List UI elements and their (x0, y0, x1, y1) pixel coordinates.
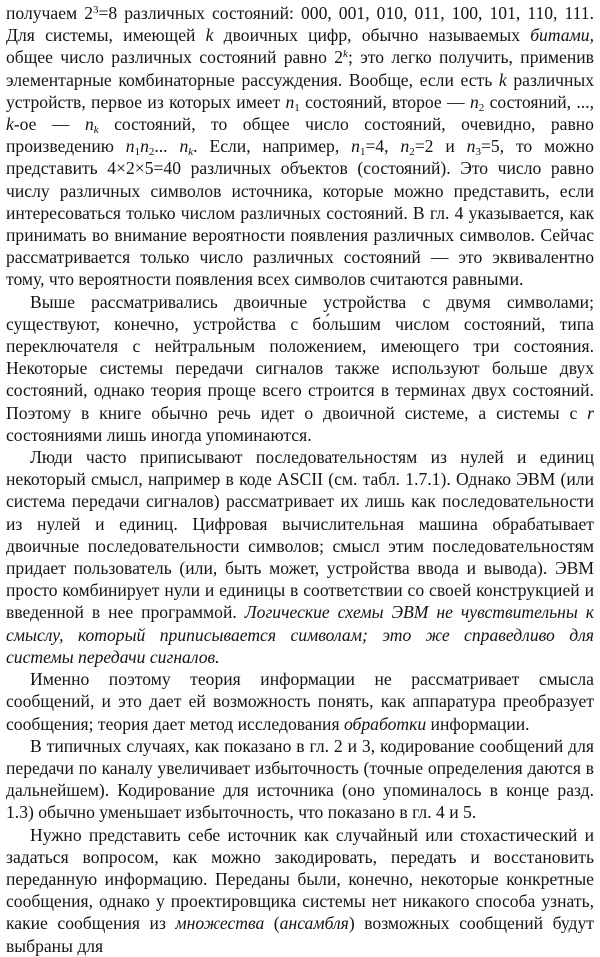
text-run: ... (154, 136, 180, 157)
italic-text: Логические схемы ЭВМ не чувствительны к смыслу, который приписывается символам; это же справедливо для системы передачи сигналов. (6, 602, 594, 667)
paragraph-4 (6, 668, 594, 735)
text-run: ; это легко получить, применив элементарные комбинаторные рассуждения. Вообще, если есть (6, 47, 594, 90)
text-run: , общее число различных состояний равно 2 (6, 25, 594, 68)
italic-text: k (498, 69, 507, 90)
italic-text: r (587, 402, 594, 423)
text-run: Именно поэтому теория информации не рассматривает смысла сообщений, и это дает ей возможность понять, как аппаратура преобразует сообщения; теория дает метод исследования (6, 669, 594, 734)
text-run: =5, то можно представить 4×2×5=40 различных объектов (состояний). Это число равно числу различных символов источника, которые можно представить, если интересоваться только числом различных состояний. В гл. 4 указывается, как принимать во внимание вероятности появления различных символов. Сейчас рассматривается только число различных состояний — это эквивалентно тому, что вероятности появления всех символов считаются равными. (6, 136, 594, 290)
text-run: Выше рассматривались двоичные устройства с двумя символами; существуют, конечно, устройства с бо́льшим числом состояний, типа переключателя с нейтральным положением, имеющего три состояния. Некоторые системы передачи сигналов также используют больше двух состояний, однако теория проще всего строится в терминах двух состояний. Поэтому в книге обычно речь идет о двоичной системе, а системы с (6, 291, 594, 423)
text-run: получаем 2 (6, 3, 93, 23)
text-run: ( (264, 913, 280, 934)
text-run: =2 и (414, 136, 467, 157)
text-run: двоичных цифр, обычно называемых (213, 25, 531, 46)
text-run: информации. (426, 713, 530, 734)
text-run: =4, (365, 136, 401, 157)
text-run: Нужно представить себе источник как случайный или стохастический и задаться вопросом, как можно закодировать, передать и восстановить переданную информацию. Переданы были, конечно, некоторые конкретные сообщения, однако у проектировщика системы нет никакого способа узнать, какие сообщения из (6, 824, 594, 934)
subscript: 2 (478, 101, 485, 114)
italic-text: k (205, 25, 214, 46)
italic-text: n (179, 136, 189, 157)
text-run: . Если, например, (193, 136, 352, 157)
paragraph-1 (6, 2, 594, 291)
paragraph-2 (6, 291, 594, 446)
italic-text: n (84, 114, 94, 135)
text-run: -ое — (13, 114, 85, 135)
italic-text: k (6, 114, 14, 135)
subscript: 1 (359, 146, 366, 159)
italic-text: n (125, 136, 135, 157)
text-run: различных устройств, первое из которых имеет (6, 69, 594, 112)
subscript: k (93, 124, 99, 137)
italic-text: n (285, 91, 295, 112)
subscript: 2 (409, 146, 415, 159)
text-run: ) возможных сообщений будут выбраны для (6, 913, 594, 956)
text-run: В типичных случаях, как показано в гл. 2 и 3, кодирование сообщений для передачи по каналу увеличивает избыточность (точные определения даются в дальнейшем). Кодирование для источника (оно упоминалось в конце разд. 1.3) обычно уменьшает избыточность, что показано в гл. 4 и 5. (6, 735, 594, 823)
text-run: состояниями лишь иногда упоминаются. (6, 424, 312, 445)
text-run: состояний, ..., (484, 91, 595, 112)
superscript: 3 (93, 4, 99, 16)
subscript: 2 (148, 146, 155, 159)
text-run: состояний, второе — (299, 91, 470, 112)
italic-text: n (466, 136, 476, 157)
text-run: =8 различных состояний: 000, 001, 010, 011, 100, 101, 110, 111. Для системы, имеющей (6, 3, 594, 46)
paragraph-5 (6, 735, 594, 824)
paragraph-3 (6, 446, 594, 668)
italic-text: n (469, 91, 479, 112)
text-run: состояний, то общее число состояний, очевидно, равно произведению (6, 114, 594, 157)
italic-text: битами (530, 25, 590, 46)
superscript: k (343, 48, 348, 61)
text-run: Люди часто приписывают последовательностям из нулей и единиц некоторый смысл, например в коде ASCII (см. табл. 1.7.1). Однако ЭВМ (или система передачи сигналов) рассматривает их лишь как последовательности из нулей и единиц. Цифровая вычислительная машина обрабатывает двоичные последовательности символов; смысл этим последовательностям придает пользователь (или, быть может, устройства ввода и вывода). ЭВМ просто комбинирует нули и единицы в соответствии со своей конструкцией и введенной в нее программой. (6, 447, 594, 623)
italic-text: n (400, 136, 410, 157)
italic-text: множества (175, 913, 265, 934)
paragraph-6 (6, 824, 594, 957)
subscript: 3 (475, 146, 481, 159)
subscript: 1 (134, 146, 141, 159)
subscript: 1 (294, 101, 300, 114)
subscript: k (188, 146, 194, 159)
italic-text: n (140, 136, 149, 157)
italic-text: обработки (343, 713, 427, 734)
italic-text: n (351, 136, 360, 157)
italic-text: ансамбля (279, 913, 349, 934)
